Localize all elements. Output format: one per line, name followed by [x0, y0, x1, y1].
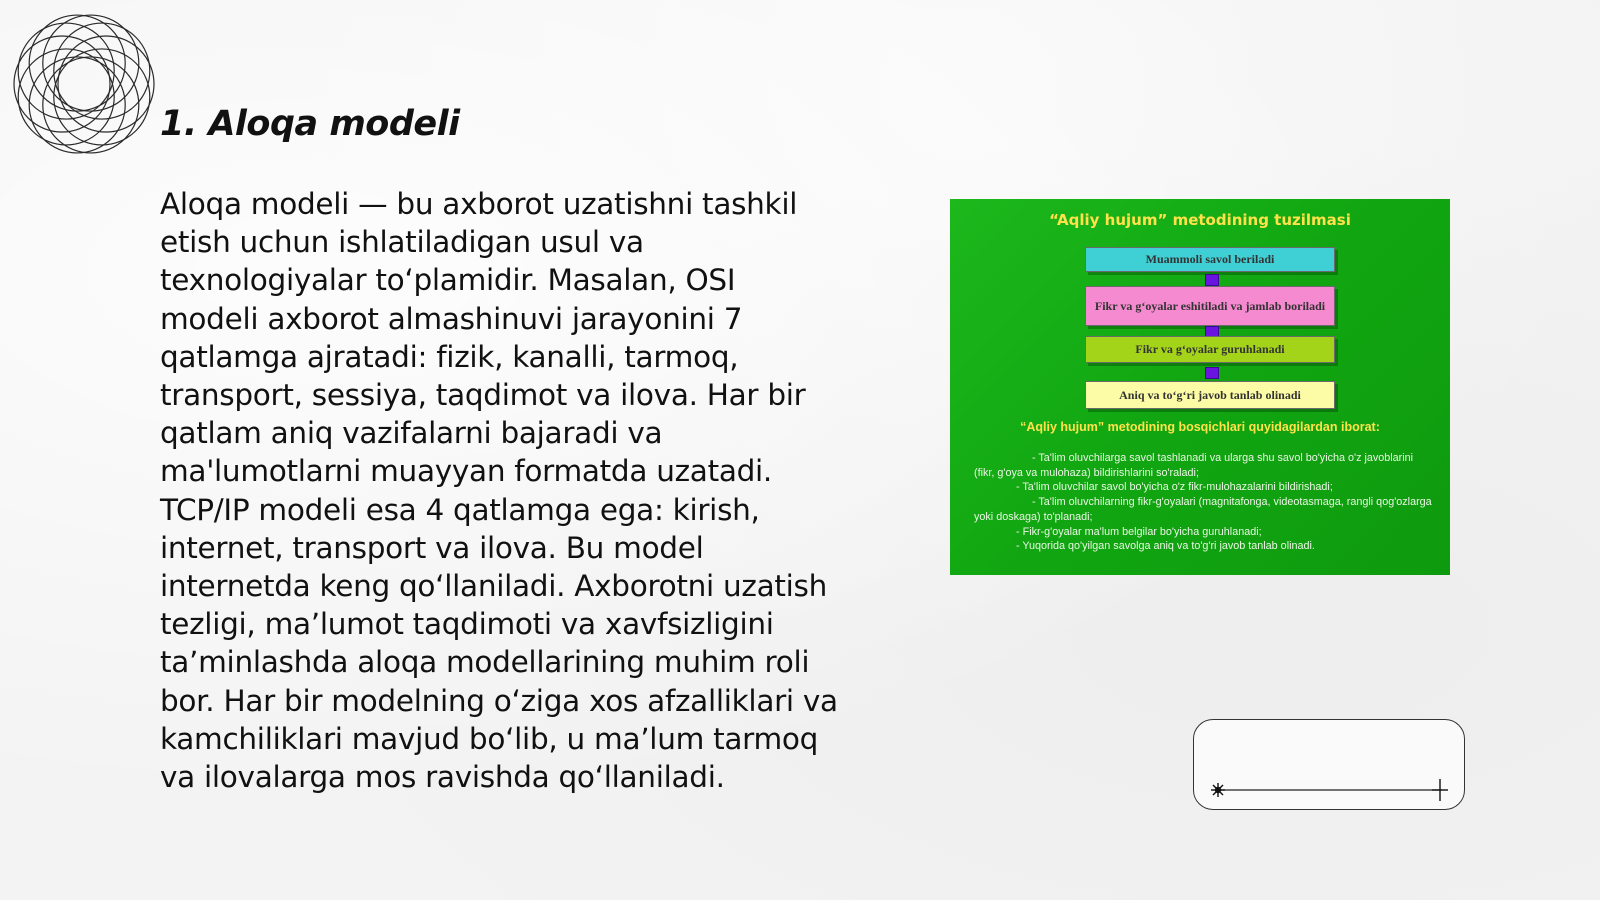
scheme-title: “Aqliy hujum” metodining tuzilmasi: [1049, 211, 1351, 229]
brainstorm-scheme-image: [950, 199, 1450, 575]
sparkle-icon: [1211, 783, 1225, 797]
scheme-list-item: - Yuqorida qo'yilgan savolga aniq va to'g'ri javob tanlab olinadi.: [1016, 540, 1315, 553]
circle-rosette-icon: [10, 10, 158, 158]
slide-body-text: Aloqa modeli — bu axborot uzatishni tashkil etish uchun ishlatiladigan usul va texnologiyalar to‘plamidir. Masalan, OSI modeli axborot almashinuvi jarayonini 7 qatlamga ajratadi: fizik, kanalli, tarmoq, transport, sessiya, taqdimot va ilova. Har bir qatlam aniq vazifalarni bajaradi va ma'lumotlarni muayyan formatda uzatadi. TCP/IP modeli esa 4 qatlamga ega: kirish, internet, transport va ilova. Bu model internetda keng qo‘llaniladi. Axborotni uzatish tezligi, ma’lumot taqdimoti va xavfsizligini ta’minlashda aloqa modellarining muhim roli bor. Har bir modelning o‘ziga xos afzalliklari va kamchiliklari mavjud bo‘lib, u ma’lum tarmoq va ilovalarga mos ravishda qo‘llaniladi.: [160, 187, 838, 795]
scheme-connector: [1205, 274, 1219, 286]
scheme-subtitle: “Aqliy hujum” metodining bosqichlari quyidagilardan iborat:: [1020, 420, 1380, 434]
scheme-list-item: - Ta'lim oluvchilar savol bo'yicha o'z fikr-mulohazalarini bildirishadi;: [1016, 481, 1333, 494]
scheme-step-4: Aniq va to‘g‘ri javob tanlab olinadi: [1085, 381, 1335, 409]
crosshair-icon: [1432, 779, 1448, 801]
scheme-list-item: - Ta'lim oluvchilarning fikr-g'oyalari (magnitafonga, videotasmaga, rangli qog'ozlarga yoki doskaga) to'planadi;: [974, 496, 1432, 523]
scheme-list-item: - Ta'lim oluvchilarga savol tashlanadi va ularga shu savol bo'yicha o'z javoblarini (fikr, g'oya va mulohaza) bildirishlarini so'raladi;: [974, 452, 1414, 479]
scheme-list: [974, 451, 1436, 554]
scheme-step-1: Muammoli savol beriladi: [1085, 247, 1335, 272]
timeline-decoration: [1193, 719, 1465, 810]
scheme-step-3: Fikr va g‘oyalar guruhlanadi: [1085, 336, 1335, 363]
slide-title: 1. Aloqa modeli: [160, 104, 460, 144]
scheme-list-item: - Fikr-g'oyalar ma'lum belgilar bo'yicha guruhlanadi;: [1016, 525, 1262, 538]
scheme-step-2: Fikr va g‘oyalar eshitiladi va jamlab boriladi: [1085, 286, 1335, 326]
timeline-line: [1194, 720, 1466, 811]
scheme-connector: [1205, 367, 1219, 379]
rosette-circle: [58, 36, 154, 132]
rosette-circle: [14, 36, 110, 132]
